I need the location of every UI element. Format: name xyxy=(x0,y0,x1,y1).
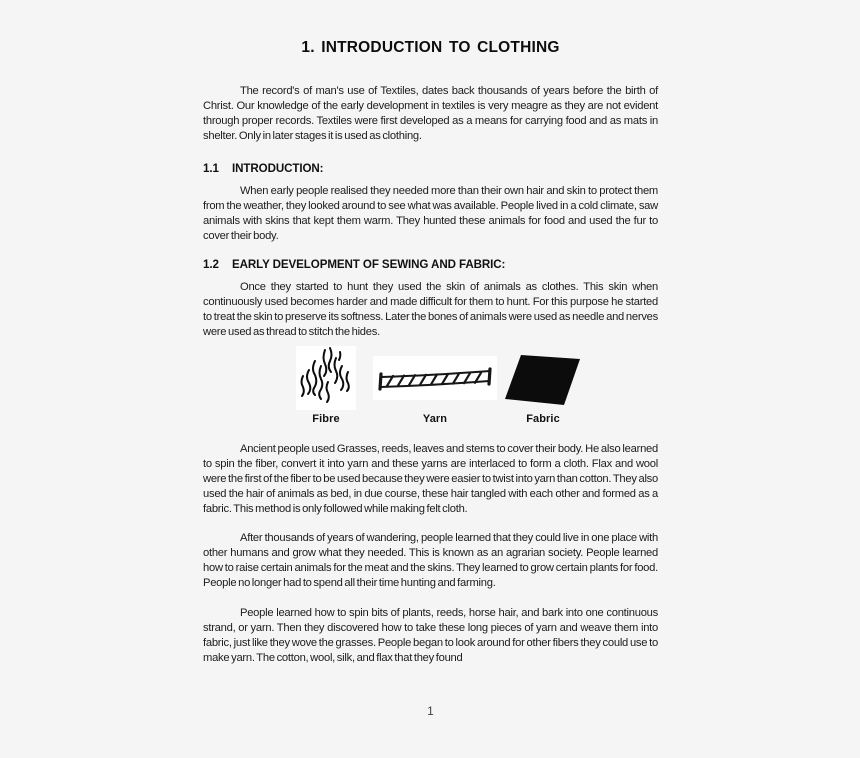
text-column xyxy=(203,38,658,666)
fibre-caption: Fibre xyxy=(312,413,340,425)
fibre-strands-icon xyxy=(296,346,356,410)
agrarian-society-paragraph: After thousands of years of wandering, people learned that they could live in one place with other humans and grow what they needed. This is known as an agrarian society. People learned how to raise certain animals for the meat and the skins. They learned to grow certain plants for food. People no longer had to spend all their time hunting and farming. xyxy=(203,532,658,589)
section-1-1-paragraph: When early people realised they needed more than their own hair and skin to protect them from the weather, they looked around to see what was available. People lived in a cold climate, saw animals with skins that kept them warm. They hunted these animals for food and used the fur to cover their body. xyxy=(203,185,658,242)
section-1-2-paragraph: Once they started to hunt they used the skin of animals as clothes. This skin when continuously used becomes harder and made difficult for them to hunt. For this purpose he started to treat the skin to preserve its softness. Later the bones of animals were used as needle and nerves were used as thread to stitch the hides. xyxy=(203,281,658,338)
figure-row xyxy=(203,346,658,424)
yarn-figure-box xyxy=(373,356,497,400)
ancient-people-paragraph: Ancient people used Grasses, reeds, leaves and stems to cover their body. He also learned to spin the fiber, convert it into yarn and these yarns are interlaced to form a cloth. Flax and wool were the first of the fiber to be used because they were easier to twist into yarn than cotton. They also used the hair of animals as bed, in due course, these hair tangled with each other and formed as a fabric. This method is only followed while making felt cloth. xyxy=(203,443,658,515)
fabric-caption: Fabric xyxy=(526,413,560,425)
spinning-paragraph: People learned how to spin bits of plants, reeds, horse hair, and bark into one continuous strand, or yarn. Then they discovered how to take these long pieces of yarn and weave them into fabric, just like they wove the grasses. People began to look around for other fibers they could use to make yarn. The cotton, wool, silk, and flax that they found xyxy=(203,607,658,664)
fibre-figure-box xyxy=(296,346,356,410)
section-1-1-title: INTRODUCTION: xyxy=(232,162,324,175)
yarn-caption: Yarn xyxy=(422,413,448,425)
section-heading-1-2 xyxy=(203,258,658,272)
intro-paragraph: The record's of man's use of Textiles, dates back thousands of years before the birth of Christ. Our knowledge of the early development in textiles is very meagre as they are not evident through proper records. Textiles were first developed as a means for carrying food and as mats in shelter. Only in later stages it is used as clothing. xyxy=(203,85,658,142)
yarn-figure xyxy=(373,346,497,424)
fabric-figure-box xyxy=(505,353,581,407)
page-title: 1. INTRODUCTION TO CLOTHING xyxy=(301,39,560,56)
yarn-strand-icon xyxy=(373,356,497,400)
section-1-2-title: EARLY DEVELOPMENT OF SEWING AND FABRIC: xyxy=(232,258,506,271)
section-heading-1-1 xyxy=(203,162,658,176)
fabric-swatch-icon xyxy=(505,353,581,407)
fabric-figure xyxy=(505,346,581,424)
page-number: 1 xyxy=(427,706,434,718)
fibre-figure xyxy=(296,346,356,424)
section-1-1-number: 1.1 xyxy=(203,162,219,175)
section-1-2-number: 1.2 xyxy=(203,258,219,271)
